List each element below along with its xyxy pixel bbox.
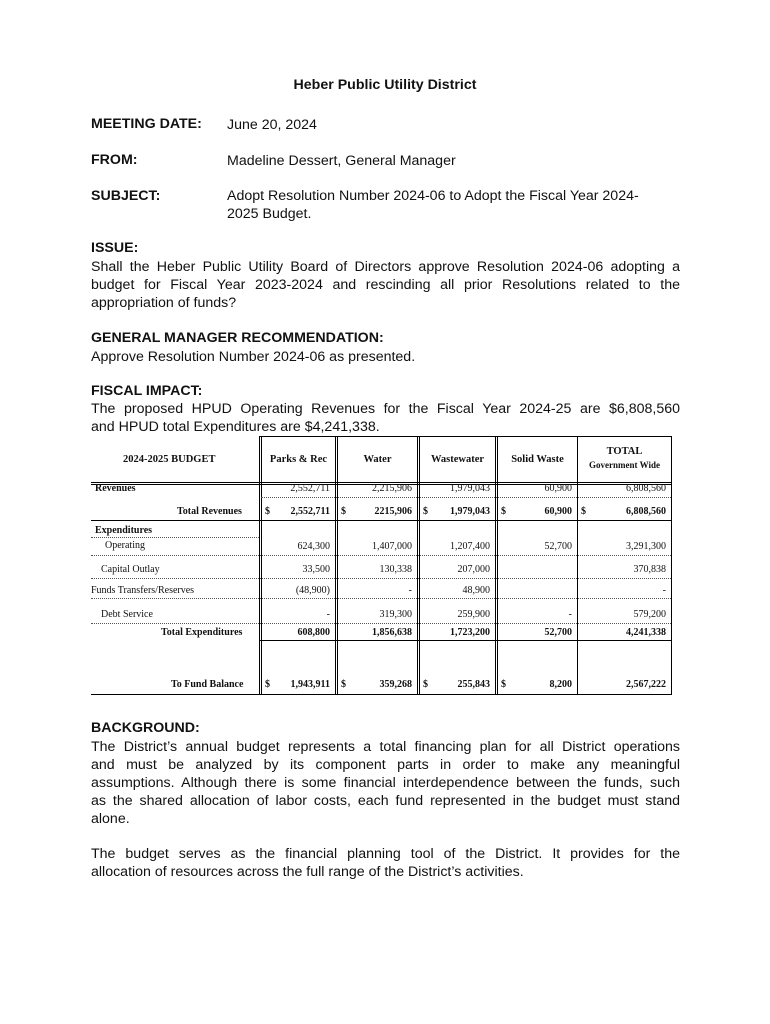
row-divider [91,598,671,599]
currency-sign: $ [265,679,270,690]
cell-operating-wastewater: 1,207,400 [450,541,490,552]
document-title: Heber Public Utility District [293,77,477,93]
cell-transfers-total: - [662,585,666,596]
recommendation-heading: GENERAL MANAGER RECOMMENDATION: [91,330,384,346]
cell-capital-water: 130,338 [379,564,412,575]
issue-heading: ISSUE: [91,240,139,256]
issue-line: appropriation of funds? [91,295,237,311]
cell-fund-balance-solid-waste: 8,200 [549,679,572,690]
cell-revenues-parks: 2,552,711 [290,483,330,494]
recommendation-text: Approve Resolution Number 2024-06 as presented. [91,349,416,365]
cell-total-exp-wastewater: 1,723,200 [450,627,490,638]
table-bottom-border [91,694,671,695]
subject-label: SUBJECT: [91,188,161,204]
background-line: and must be analyzed by its component parts in order to make any meaningful [91,757,680,773]
cell-total-revenues-water: 2215,906 [374,506,412,517]
cell-transfers-water: - [408,585,412,596]
row-label-operating: Operating [105,540,145,551]
fiscal-line: and HPUD total Expenditures are $4,241,338. [91,419,380,435]
row-divider [91,555,671,556]
meeting-date-label: MEETING DATE: [91,116,202,132]
table-top-border [259,436,671,437]
cell-transfers-wastewater: 48,900 [462,585,490,596]
cell-revenues-wastewater: 1,979,043 [450,483,490,494]
cell-operating-solid-waste: 52,700 [544,541,572,552]
col-divider [417,436,418,695]
currency-sign: $ [423,506,428,517]
cell-revenues-total: 6,808,560 [626,483,666,494]
background-line: The budget serves as the financial planning tool of the District. It provides for the [91,846,680,862]
currency-sign: $ [341,506,346,517]
row-label-total-revenues: Total Revenues [177,506,242,517]
cell-total-exp-water: 1,856,638 [372,627,412,638]
col-header-total-sub: Government Wide [589,460,660,470]
col-divider [259,436,260,695]
cell-operating-parks: 624,300 [297,541,330,552]
cell-total-exp-solid-waste: 52,700 [544,627,572,638]
cell-total-revenues-solid-waste: 60,900 [544,506,572,517]
from-label: FROM: [91,152,138,168]
row-label-transfers: Funds Transfers/Reserves [91,585,195,596]
subject-value [227,187,639,223]
cell-fund-balance-wastewater: 255,843 [457,679,490,690]
fiscal-impact-text [91,400,680,436]
col-header-parks: Parks & Rec [269,454,328,465]
cell-fund-balance-water: 359,268 [379,679,412,690]
background-line: allocation of resources across the full range of the District’s activities. [91,864,524,880]
table-right-border [671,436,672,695]
row-label-fund-balance: To Fund Balance [171,679,244,690]
col-header-water: Water [363,454,392,465]
currency-sign: $ [265,506,270,517]
col-divider [335,436,336,695]
fiscal-impact-heading: FISCAL IMPACT: [91,383,203,399]
cell-capital-total: 370,838 [633,564,666,575]
col-header-total: TOTAL [606,446,643,457]
row-label-total-expenditures: Total Expenditures [161,627,243,638]
cell-revenues-solid-waste: 60,900 [544,483,572,494]
issue-line: Shall the Heber Public Utility Board of Directors approve Resolution 2024-06 adopting a [91,259,680,275]
row-label-debt-service: Debt Service [101,609,153,620]
issue-text [91,258,680,312]
issue-line: budget for Fiscal Year 2023-2024 and rescinding all prior Resolutions related to the [91,277,680,293]
currency-sign: $ [341,679,346,690]
cell-total-revenues-parks: 2,552,711 [290,506,330,517]
currency-sign: $ [581,506,586,517]
col-divider [497,436,498,695]
cell-fund-balance-parks: 1,943,911 [290,679,330,690]
cell-total-revenues-wastewater: 1,979,043 [450,506,490,517]
background-heading: BACKGROUND: [91,720,200,736]
row-label-capital-outlay: Capital Outlay [101,564,160,575]
row-label-revenues: Revenues [95,483,136,494]
meeting-date-value: June 20, 2024 [227,117,317,133]
subject-line-1: Adopt Resolution Number 2024-06 to Adopt the Fiscal Year 2024- [227,188,639,204]
cell-capital-parks: 33,500 [302,564,330,575]
row-rule [259,640,671,641]
fiscal-line: The proposed HPUD Operating Revenues for the Fiscal Year 2024-25 are $6,808,560 [91,401,680,417]
cell-debt-wastewater: 259,900 [457,609,490,620]
cell-total-exp-parks: 608,800 [297,627,330,638]
cell-total-revenues-total: 6,808,560 [626,506,666,517]
subject-line-2: 2025 Budget. [227,206,312,222]
cell-debt-solid-waste: - [568,609,572,620]
row-divider [261,497,671,498]
cell-transfers-parks: (48,900) [295,585,330,596]
background-line: as the shared allocation of labor costs, each fund represented in the budget must stand [91,793,680,809]
cell-debt-total: 579,200 [633,609,666,620]
col-header-wastewater: Wastewater [430,454,485,465]
row-label-expenditures: Expenditures [95,525,153,536]
cell-debt-parks: - [326,609,330,620]
currency-sign: $ [423,679,428,690]
cell-debt-water: 319,300 [379,609,412,620]
cell-operating-total: 3,291,300 [626,541,666,552]
currency-sign: $ [501,506,506,517]
background-paragraph-1 [91,738,680,828]
background-line: assumptions. Although there is some financial interdependence between the funds, such [91,775,680,791]
background-line: alone. [91,811,130,827]
background-line: The District’s annual budget represents a total financing plan for all District operations [91,739,680,755]
background-paragraph-2 [91,845,680,881]
row-rule [91,520,671,521]
row-divider [91,623,671,624]
row-divider [91,537,259,538]
col-header-solid-waste: Solid Waste [511,454,564,465]
cell-revenues-water: 2,215,906 [372,483,412,494]
currency-sign: $ [501,679,506,690]
cell-operating-water: 1,407,000 [372,541,412,552]
row-divider [91,578,671,579]
col-divider [495,436,496,695]
from-value: Madeline Dessert, General Manager [227,153,456,169]
cell-capital-wastewater: 207,000 [457,564,490,575]
budget-title: 2024-2025 BUDGET [123,454,216,465]
cell-fund-balance-total: 2,567,222 [626,679,666,690]
budget-table [91,436,673,695]
cell-total-exp-total: 4,241,338 [626,627,666,638]
